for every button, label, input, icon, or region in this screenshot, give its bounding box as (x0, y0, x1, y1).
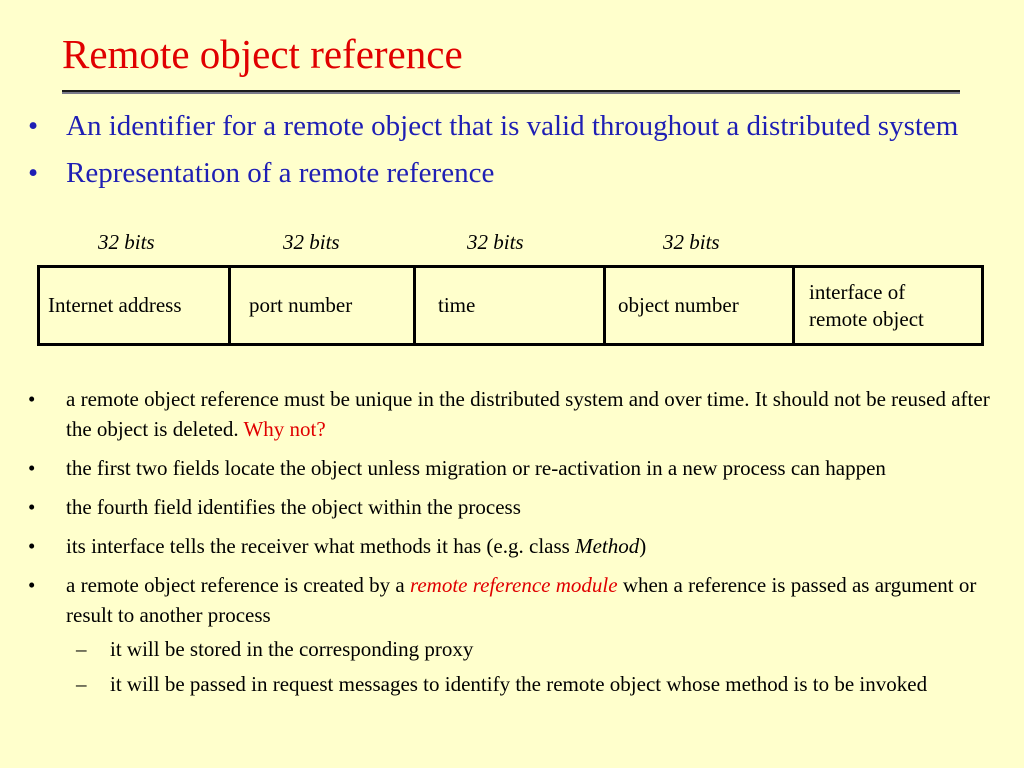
field-port-number: port number (230, 267, 415, 345)
bits-label: 32 bits (98, 230, 155, 254)
detail-bullet-end: when a reference is passed as argument or result to another process (66, 573, 977, 627)
bits-label: 32 bits (467, 230, 524, 254)
bits-label: 32 bits (663, 230, 720, 254)
sub-bullet-item (66, 669, 1018, 699)
bits-label: 32 bits (283, 230, 340, 254)
detail-bullet-text: the first two fields locate the object unless migration or re-activation in a new process can happen (66, 456, 886, 480)
field-object-number: object number (605, 267, 794, 345)
field-internet-address: Internet address (39, 267, 230, 345)
remote-reference-module-term: remote reference module (409, 573, 618, 597)
bullet-icon: • (28, 387, 36, 411)
detail-bullet-text: a remote object reference is created by a (66, 573, 405, 597)
top-bullet-text: Representation of a remote reference (66, 157, 495, 189)
detail-bullet-item (28, 453, 1018, 483)
top-bullet-item (28, 156, 1018, 191)
bullet-icon: • (28, 495, 36, 519)
why-not-question: Why not? (243, 417, 326, 441)
detail-bullet-item (28, 570, 1018, 699)
field-interface: interface of remote object (794, 267, 983, 345)
detail-bullet-text: its interface tells the receiver what methods it has (e.g. class (66, 534, 570, 558)
detail-bullet-text: the fourth field identifies the object within the process (66, 495, 521, 519)
top-bullet-list (28, 109, 1018, 203)
detail-bullet-end: ) (639, 534, 647, 558)
remote-reference-format-table (37, 265, 984, 346)
bullet-icon: • (28, 534, 36, 558)
bullet-icon: • (28, 573, 36, 597)
table-row (39, 267, 983, 345)
detail-bullet-text: a remote object reference must be unique in the distributed system and over time. It should not be reused after the object is deleted. (66, 387, 990, 441)
detail-bullet-item (28, 384, 1018, 444)
detail-bullet-item (28, 492, 1018, 522)
detail-bullet-list (28, 384, 1018, 708)
dash-icon: – (76, 672, 87, 696)
sub-bullet-text: it will be stored in the corresponding proxy (110, 637, 474, 661)
sub-bullet-list (66, 634, 1018, 699)
title-underline (62, 90, 960, 92)
method-class-name: Method (575, 534, 640, 558)
slide-title: Remote object reference (62, 31, 463, 77)
bullet-icon: • (28, 157, 39, 189)
top-bullet-item (28, 109, 1018, 144)
field-time: time (415, 267, 605, 345)
sub-bullet-item (66, 634, 1018, 664)
detail-bullet-item (28, 531, 1018, 561)
bullet-icon: • (28, 110, 39, 142)
bullet-icon: • (28, 456, 36, 480)
sub-bullet-text: it will be passed in request messages to identify the remote object whose method is to be invoked (110, 672, 928, 696)
dash-icon: – (76, 637, 87, 661)
top-bullet-text: An identifier for a remote object that is valid throughout a distributed system (66, 110, 959, 142)
